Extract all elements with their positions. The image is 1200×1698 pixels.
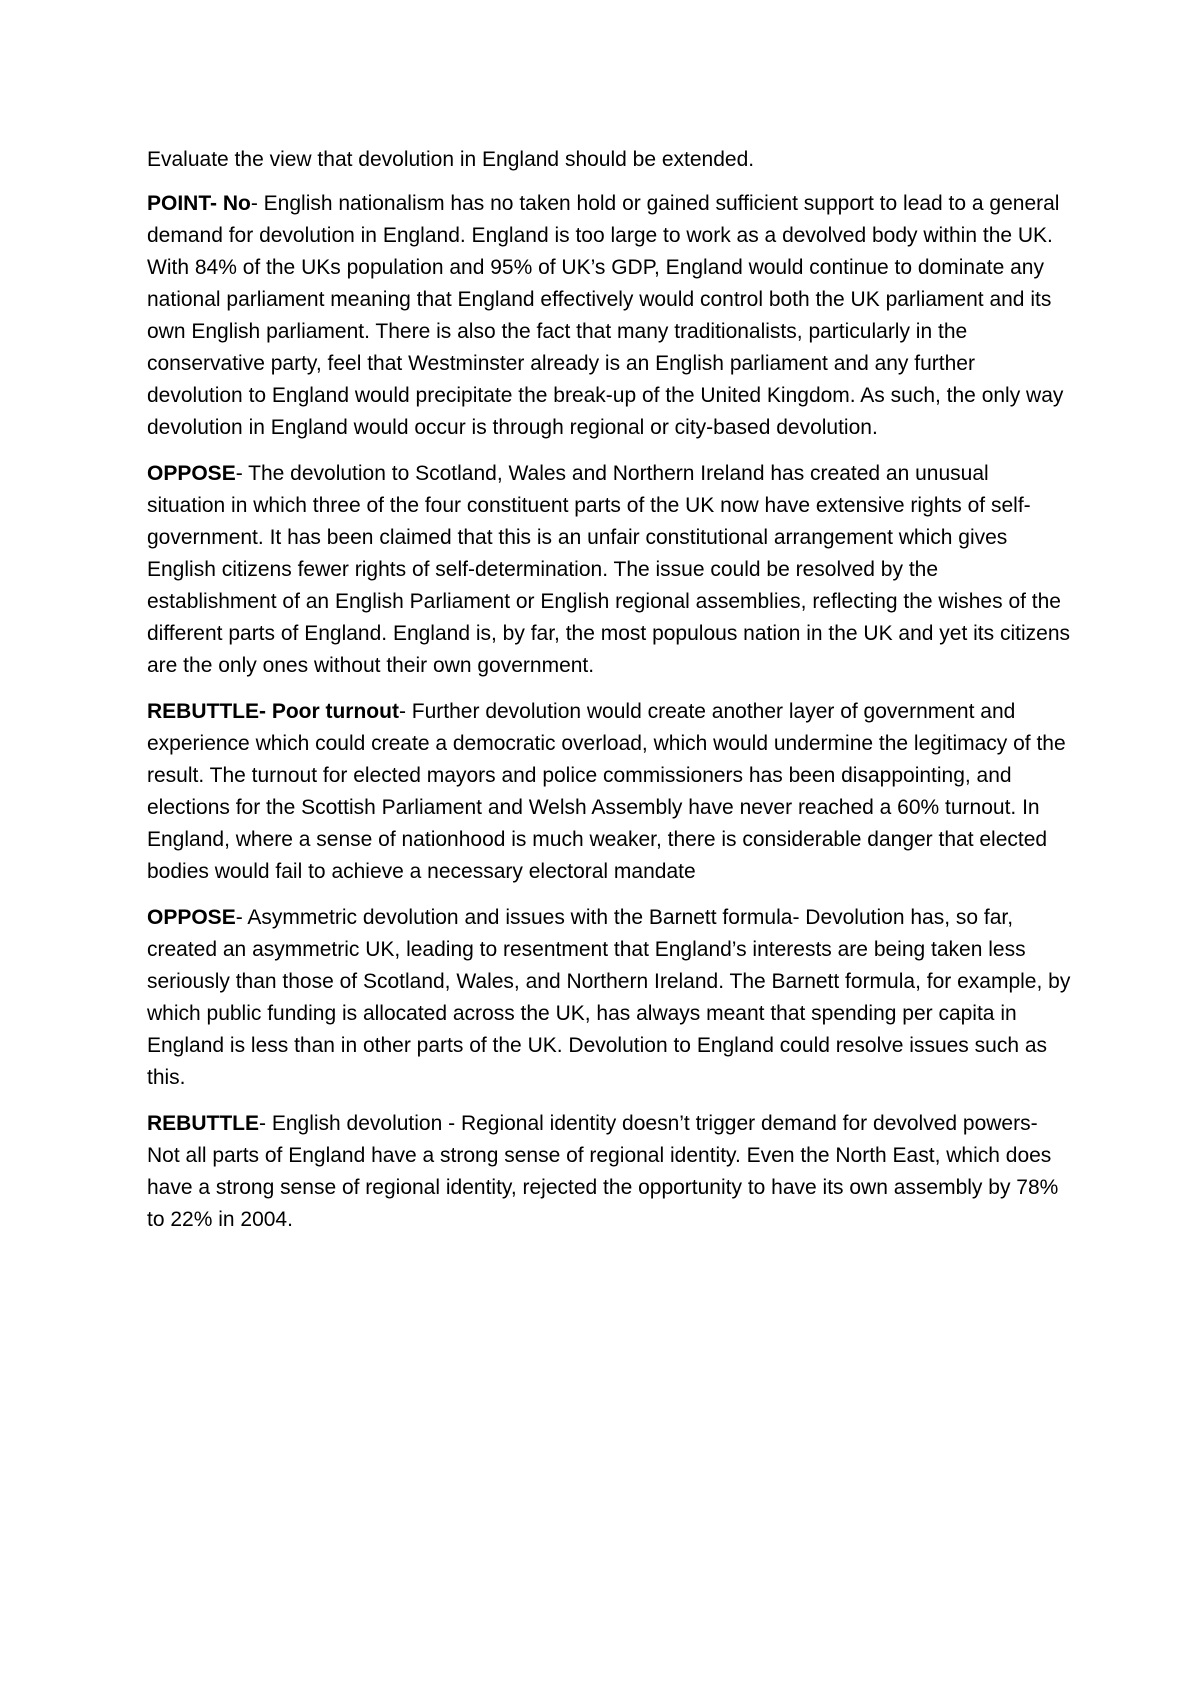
paragraph-label: REBUTTLE xyxy=(147,1112,259,1135)
paragraph-label: OPPOSE xyxy=(147,906,236,929)
paragraph-point xyxy=(147,188,1072,444)
paragraph-text: - The devolution to Scotland, Wales and Northern Ireland has created an unusual situation in which three of the four constituent parts of the UK now have extensive rights of self-government. It has been claimed that this is an unfair constitutional arrangement which gives English citizens fewer rights of self-determination. The issue could be resolved by the establishment of an English Parliament or English regional assemblies, reflecting the wishes of the different parts of England. England is, by far, the most populous nation in the UK and yet its citizens are the only ones without their own government. xyxy=(147,462,1070,677)
paragraph-oppose-2 xyxy=(147,902,1072,1094)
paragraph-text: - English devolution - Regional identity doesn’t trigger demand for devolved powers- Not all parts of England have a strong sense of regional identity. Even the North East, which does have a strong sense of regional identity, rejected the opportunity to have its own assembly by 78% to 22% in 2004. xyxy=(147,1112,1059,1231)
paragraph-text: - Asymmetric devolution and issues with the Barnett formula- Devolution has, so far, created an asymmetric UK, leading to resentment that England’s interests are being taken less seriously than those of Scotland, Wales, and Northern Ireland. The Barnett formula, for example, by which public funding is allocated across the UK, has always meant that spending per capita in England is less than in other parts of the UK. Devolution to England could resolve issues such as this. xyxy=(147,906,1071,1089)
paragraph-label: POINT- No xyxy=(147,192,251,215)
document-title: Evaluate the view that devolution in England should be extended. xyxy=(147,148,755,171)
paragraph-oppose-1 xyxy=(147,458,1072,682)
paragraph-text: - English nationalism has no taken hold or gained sufficient support to lead to a general demand for devolution in England. England is too large to work as a devolved body within the UK. With 84% of the UKs population and 95% of UK’s GDP, England would continue to dominate any national parliament meaning that England effectively would control both the UK parliament and its own English parliament. There is also the fact that many traditionalists, particularly in the conservative party, feel that Westminster already is an English parliament and any further devolution to England would precipitate the break-up of the United Kingdom. As such, the only way devolution in England would occur is through regional or city-based devolution. xyxy=(147,192,1064,439)
document-body xyxy=(147,144,1072,1250)
paragraph-text: - Further devolution would create another layer of government and experience which could create a democratic overload, which would undermine the legitimacy of the result. The turnout for elected mayors and police commissioners has been disappointing, and elections for the Scottish Parliament and Welsh Assembly have never reached a 60% turnout. In England, where a sense of nationhood is much weaker, there is considerable danger that elected bodies would fail to achieve a necessary electoral mandate xyxy=(147,700,1066,883)
paragraph-rebuttle-2 xyxy=(147,1108,1072,1236)
paragraph-label: REBUTTLE- Poor turnout xyxy=(147,700,399,723)
paragraph-label: OPPOSE xyxy=(147,462,236,485)
paragraph-rebuttle-1 xyxy=(147,696,1072,888)
